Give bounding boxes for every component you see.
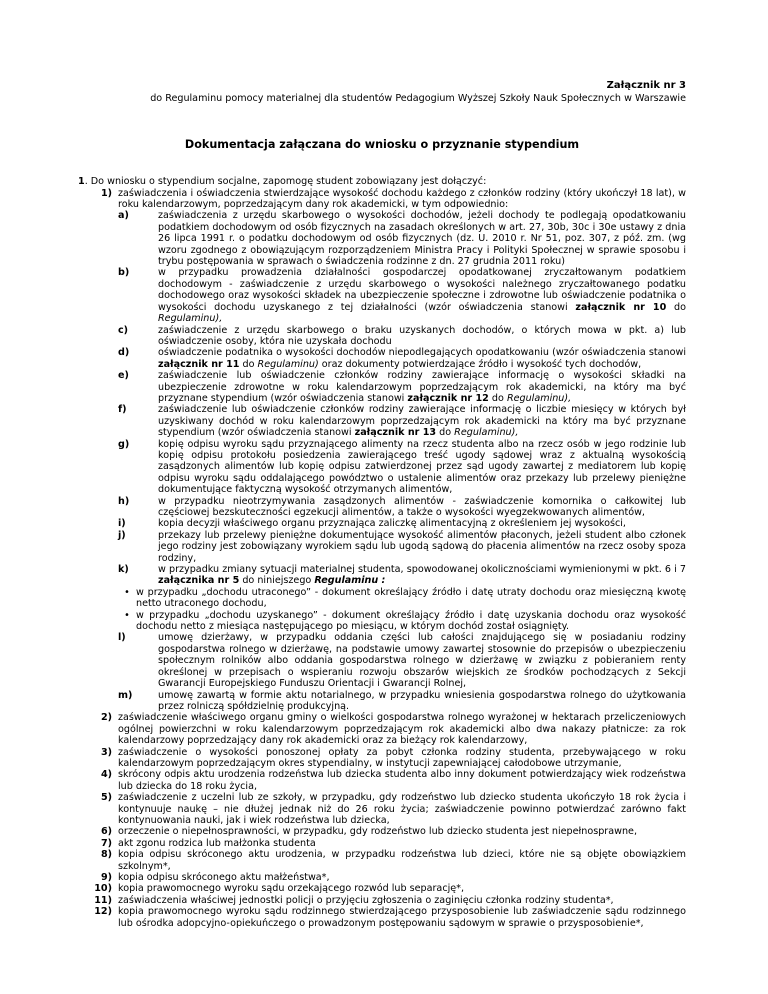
item-number: 12) bbox=[94, 906, 112, 918]
annex-number: Załącznik nr 3 bbox=[606, 80, 686, 91]
list-item bbox=[78, 747, 686, 770]
sub-item-e bbox=[118, 370, 686, 404]
item-number: 5) bbox=[100, 792, 112, 804]
list-item bbox=[78, 872, 686, 883]
list-item bbox=[78, 712, 686, 746]
item-text: zaświadczenie właściwego organu gminy o wielkości gospodarstwa rolnego wyrażonej w hektarach przeliczeniowych ogólnej powierzchni w roku kalendarzowym poprzedzającym rok akademicki albo dwa nakazy płatnicze: za rok kalendarzowy poprzedzający dany rok akademicki oraz za bieżący rok kalendarzowy, bbox=[118, 712, 686, 747]
list-item bbox=[78, 769, 686, 792]
item-number: 10) bbox=[94, 883, 112, 895]
sub-item-g bbox=[118, 439, 686, 496]
sub-letter: m) bbox=[118, 689, 133, 701]
sub-text: kopia decyzji właściwego organu przyznająca zaliczkę alimentacyjną z określeniem jej wysokości, bbox=[158, 518, 626, 530]
item-text: zaświadczenie z uczelni lub ze szkoły, w przypadku, gdy rodzeństwo lub dziecko studenta ukończyło 18 rok życia i kontynuuje naukę – nie dłużej jednak niż do 26 roku życia; zaświadczenie powinno potwierdzać zarówno fakt kontynuowania nauki, jak i wiek rodzeństwa lub dziecka, bbox=[118, 792, 686, 826]
item-text: kopia odpisu skróconego aktu małżeństwa*, bbox=[118, 872, 330, 883]
sub-letter: c) bbox=[118, 324, 129, 336]
item-number: 3) bbox=[100, 746, 112, 758]
bullet-icon: • bbox=[124, 586, 130, 598]
list-item bbox=[78, 883, 686, 894]
sub-text: zaświadczenie z urzędu skarbowego o braku uzyskanych dochodów, o których mowa w pkt. a) lub oświadczenie osoby, która nie uzyskała dochodu bbox=[158, 324, 686, 347]
list-item bbox=[78, 906, 686, 929]
sub-text: umowę zawartą w formie aktu notarialnego, w przypadku wniesienia gospodarstwa rolnego do użytkowania przez rolniczą spółdzielnię produkcyjną. bbox=[158, 689, 686, 712]
sub-text: kopię odpisu wyroku sądu przyznającego alimenty na rzecz studenta albo na rzecz osób w jego rodzinie lub kopię odpisu protokołu posiedzenia zawierającego treść ugody sądowej wraz z aktualną wysokością zasądzonych alimentów lub kopię odpisu zatwierdzonej przez sąd ugody zawartej z mediatorem lub kopię odpisu wyroku sądu oddalającego powództwo o ustalenie alimentów oraz przekazy lub przelewy pieniężne dokumentujące faktyczną wysokość otrzymanych alimentów, bbox=[158, 438, 686, 496]
item-number: 11) bbox=[94, 894, 112, 906]
list-item bbox=[78, 826, 686, 837]
item-number: 2) bbox=[100, 712, 112, 724]
bullet-item bbox=[118, 587, 686, 610]
item-text: zaświadczenia i oświadczenia stwierdzające wysokość dochodu każdego z członków rodziny (który ukończył 18 lat), w roku kalendarzowym, poprzedzającym dany rok akademicki, w tym odpowiednio: bbox=[118, 187, 686, 211]
item-number: 8) bbox=[100, 849, 112, 861]
sub-item-j bbox=[118, 530, 686, 564]
sub-text: zaświadczenia z urzędu skarbowego o wysokości dochodów, jeżeli dochody te podlegają opodatkowaniu podatkiem dochodowym od osób fizycznych na zasadach określonych w art. 27, 30b, 30c i 30e ustawy z dnia 26 lipca 1991 r. o podatku dochodowym od osób fizycznych (dz. U. 2010 r. Nr 51, poz. 307, z póź. zm. (wg wzoru zgodnego z obowiązującym rozporządzeniem Ministra Pracy i Polityki Społecznej w sprawie sposobu i trybu postępowania w sprawach o świadczenia rodzinne z dn. 27 grudnia 2011 roku) bbox=[158, 210, 686, 268]
sub-letter: a) bbox=[118, 210, 129, 222]
sub-item-h bbox=[118, 496, 686, 519]
item-text: orzeczenie o niepełnosprawności, w przypadku, gdy rodzeństwo lub dziecko studenta jest niepełnosprawne, bbox=[118, 826, 638, 838]
sub-item-f bbox=[118, 404, 686, 438]
sub-letter: g) bbox=[118, 438, 130, 450]
item-number: 6) bbox=[100, 826, 112, 838]
section-number: 1 bbox=[78, 176, 85, 188]
sub-text: zaświadczenie lub oświadczenie członków rodziny zawierające informację o wysokości składki na ubezpieczenie zdrowotne w roku kalendarzowym poprzedzającym rok akademicki, na który ma być przyznane stypendium (wzór oświadczenia stanowi załącznik nr 12 do Regulaminu), bbox=[158, 370, 686, 404]
list-item bbox=[78, 895, 686, 906]
document-title: Dokumentacja załączana do wniosku o przyznanie stypendium bbox=[184, 137, 580, 151]
sub-letter: l) bbox=[118, 632, 126, 644]
item-number: 4) bbox=[100, 769, 112, 781]
list-item bbox=[78, 849, 686, 872]
section-intro bbox=[78, 176, 686, 187]
sub-item-l bbox=[118, 632, 686, 689]
item-number: 7) bbox=[100, 837, 112, 849]
item-text: kopia prawomocnego wyroku sądu orzekającego rozwód lub separację*, bbox=[118, 883, 465, 895]
sub-letter: h) bbox=[118, 495, 130, 507]
item-number: 9) bbox=[100, 872, 112, 883]
sub-text: w przypadku nieotrzymywania zasądzonych alimentów - zaświadczenie komornika o całkowitej lub częściowej bezskuteczności egzekucji alimentów, a także o wysokości wyegzekwowanych alimentów, bbox=[158, 495, 686, 518]
item-text: zaświadczenie o wysokości ponoszonej opłaty za pobyt członka rodziny studenta, przebywającego w roku kalendarzowym poprzedzającym okres stypendialny, w instytucji zapewniającej całodobowe utrzymanie, bbox=[118, 746, 686, 769]
bullet-item bbox=[118, 610, 686, 633]
sub-item-b bbox=[118, 267, 686, 324]
sub-item-d bbox=[118, 347, 686, 370]
bullet-text: w przypadku „dochodu uzyskanego” - dokument określający źródło i datę uzyskania dochodu oraz wysokość dochodu netto z miesiąca następującego po miesiącu, w którym dochód został osiągnięty. bbox=[136, 609, 686, 633]
sub-letter: b) bbox=[118, 267, 130, 279]
sub-item-i bbox=[118, 518, 686, 529]
sub-item-a bbox=[118, 210, 686, 267]
sub-text: oświadczenie podatnika o wysokości dochodów niepodlegających opodatkowaniu (wzór oświadczenia stanowi załącznik nr 11 do Regulaminu) oraz dokumenty potwierdzające źródło i wysokość tych dochodów, bbox=[158, 347, 686, 370]
sub-text: umowę dzierżawy, w przypadku oddania części lub całości znajdującego się w posiadaniu rodziny gospodarstwa rolnego w dzierżawę, na podstawie umowy zawartej stosownie do przepisów o ubezpieczeniu społecznym rolników albo oddania gospodarstwa rolnego w dzierżawę w związku z pobieraniem renty określonej w przepisach o wspieraniu rozwoju obszarów wiejskich ze środków pochodzących z Sekcji Gwarancji Europejskiego Funduszu Orientacji i Gwarancji Rolnej, bbox=[158, 632, 686, 690]
sub-letter: d) bbox=[118, 347, 130, 359]
list-item bbox=[78, 838, 686, 849]
sub-letter: e) bbox=[118, 370, 129, 382]
list-item bbox=[78, 188, 686, 713]
sub-item-k bbox=[118, 564, 686, 587]
item-text: kopia prawomocnego wyroku sądu rodzinnego stwierdzającego przysposobienie lub zaświadczenie sądu rodzinnego lub ośrodka adopcyjno-opiekuńczego o prowadzonym postępowaniu sądowym w sprawie o przysposobienie*, bbox=[118, 906, 686, 929]
item-text: zaświadczenia właściwej jednostki policji o przyjęciu zgłoszenia o zaginięciu członka rodziny studenta*, bbox=[118, 894, 614, 906]
annex-subtitle: do Regulaminu pomocy materialnej dla studentów Pedagogium Wyższej Szkoły Nauk Społecznych w Warszawie bbox=[150, 93, 686, 105]
section-intro-text: . Do wniosku o stypendium socjalne, zapomogę student zobowiązany jest dołączyć: bbox=[84, 176, 487, 188]
sub-item-m bbox=[118, 690, 686, 713]
item-text: kopia odpisu skróconego aktu urodzenia, w przypadku rodzeństwa lub dzieci, które nie są objęte obowiązkiem szkolnym*, bbox=[118, 849, 686, 872]
sub-letter: j) bbox=[118, 529, 126, 541]
item-text: skrócony odpis aktu urodzenia rodzeństwa lub dziecka studenta albo inny dokument potwierdzający wiek rodzeństwa lub dziecka do 18 roku życia, bbox=[118, 769, 686, 792]
item-number: 1) bbox=[100, 187, 112, 199]
sub-text: w przypadku zmiany sytuacji materialnej studenta, spowodowanej okolicznościami wymienionymi w pkt. 6 i 7 załącznika nr 5 do niniejszego Regulaminu : bbox=[158, 564, 686, 587]
list-item bbox=[78, 792, 686, 826]
sub-text: przekazy lub przelewy pieniężne dokumentujące wysokość alimentów płaconych, jeżeli student albo członek jego rodziny jest zobowiązany wyrokiem sądu lub ugodą sądową do płacenia alimentów na rzecz osoby spoza rodziny, bbox=[158, 529, 686, 564]
bullet-text: w przypadku „dochodu utraconego” - dokument określający źródło i datę utraty dochodu oraz miesięczną kwotę netto utraconego dochodu, bbox=[136, 586, 686, 610]
sub-text: zaświadczenie lub oświadczenie członków rodziny zawierające informację o liczbie miesięcy w których był uzyskiwany dochód w roku kalendarzowym poprzedzającym rok akademicki na który ma być przyznane stypendium (wzór oświadczenia stanowi załącznik nr 13 do Regulaminu), bbox=[158, 404, 686, 439]
sub-letter: k) bbox=[118, 564, 129, 576]
bullet-icon: • bbox=[124, 609, 130, 621]
sub-letter: i) bbox=[118, 518, 126, 530]
item-text: akt zgonu rodzica lub małżonka studenta bbox=[118, 837, 316, 849]
sub-letter: f) bbox=[118, 404, 127, 416]
sub-item-c bbox=[118, 325, 686, 348]
sub-text: w przypadku prowadzenia działalności gospodarczej opodatkowanej zryczałtowanym podatkiem dochodowym - zaświadczenie z urzędu skarbowego o wysokości należnego zryczałtowanego podatku dochodowego oraz wysokości składek na ubezpieczenie społeczne i zdrowotne lub oświadczenie podatnika o wysokości dochodu uzyskanego z tej działalności (wzór oświadczenia stanowi załącznik nr 10 do Regulaminu), bbox=[158, 267, 686, 325]
